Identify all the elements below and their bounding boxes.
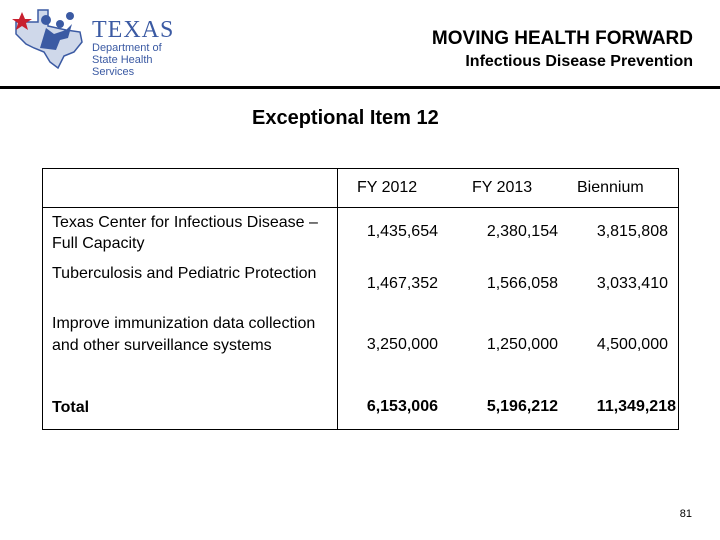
column-header-biennium: Biennium [577, 179, 644, 196]
cell-tb-biennium: 3,033,410 [596, 275, 668, 292]
cell-total-fy2013: 5,196,212 [486, 398, 558, 415]
header-title: MOVING HEALTH FORWARD [431, 28, 693, 49]
cell-tcid-fy2012: 1,435,654 [366, 223, 438, 240]
table-divider [337, 168, 338, 430]
cell-total-fy2012: 6,153,006 [366, 398, 438, 415]
row-label-tb: Tuberculosis and Pediatric Protection [52, 265, 317, 282]
header-subtitle: Infectious Disease Prevention [465, 53, 693, 70]
cell-tcid-biennium: 3,815,808 [596, 223, 668, 240]
column-header-fy2012: FY 2012 [357, 179, 418, 196]
cell-immunization-biennium: 4,500,000 [596, 336, 668, 353]
texas-map-icon [8, 4, 90, 74]
cell-tcid-fy2013: 2,380,154 [486, 223, 558, 240]
cell-total-biennium: 11,349,218 [596, 398, 676, 415]
cell-tb-fy2013: 1,566,058 [486, 275, 558, 292]
row-label-total: Total [52, 399, 90, 416]
column-header-fy2013: FY 2013 [472, 179, 533, 196]
header-divider [0, 86, 720, 89]
cell-tb-fy2012: 1,467,352 [366, 275, 438, 292]
logo-wordmark: TEXAS [92, 17, 175, 43]
row-label-tcid: Texas Center for Infectious Disease – Full Capacity [52, 214, 318, 252]
row-label-immunization: Improve immunization data collection and other surveillance systems [52, 315, 316, 354]
cell-immunization-fy2012: 3,250,000 [366, 336, 438, 353]
page-number: 81 [679, 508, 692, 520]
logo-line-1: Department of [92, 42, 162, 54]
cell-immunization-fy2013: 1,250,000 [486, 336, 558, 353]
page-title: Exceptional Item 12 [252, 107, 439, 129]
logo-line-2: State Health Services [92, 54, 153, 78]
dshs-logo [8, 4, 193, 76]
